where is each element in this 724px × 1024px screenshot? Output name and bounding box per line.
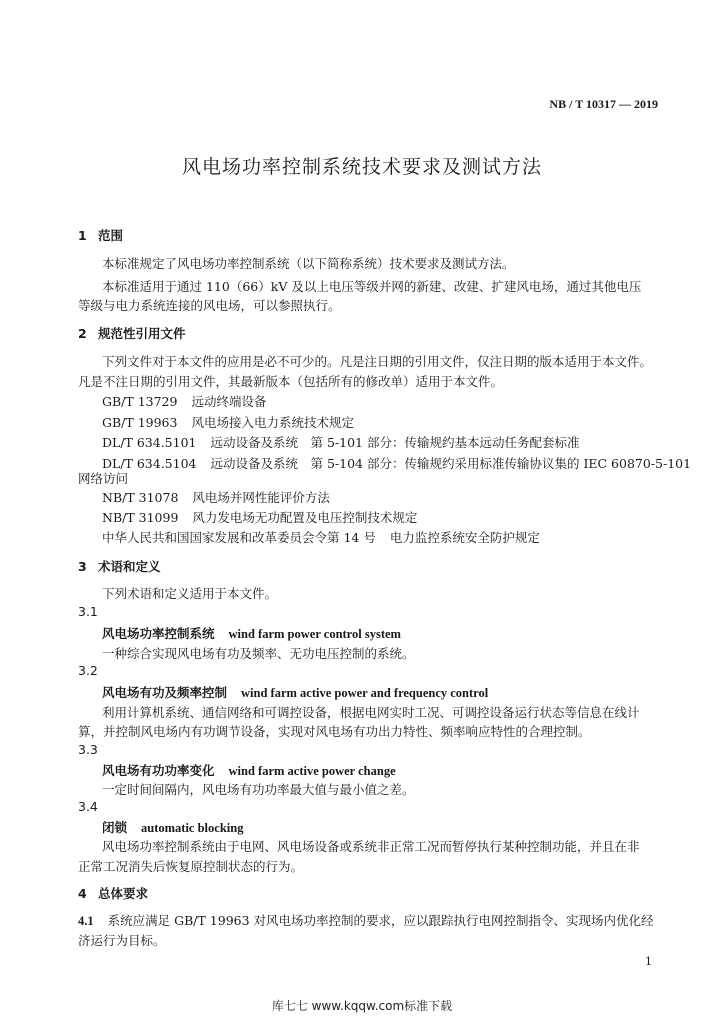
section-2-para-line-2: 凡是不注日期的引用文件，其最新版本（包括所有的修改单）适用于本文件。 [78, 374, 504, 389]
reference-item-continuation: 网络访问 [78, 471, 129, 486]
reference-item: GB/T 13729 远动终端设备 [102, 394, 267, 409]
term-definition: 一定时间间隔内，风电场有功功率最大值与最小值之差。 [102, 782, 415, 797]
page-number: 1 [645, 955, 652, 968]
clause-4-1-line-1: 4.1 系统应满足 GB/T 19963 对风电场功率控制的要求，应以跟踪执行电网控制指令、实现场内优化经 [78, 913, 654, 928]
section-1-para-2-line-2: 等级与电力系统连接的风电场，可以参照执行。 [78, 298, 341, 313]
watermark-footer: 库七七 www.kqqw.com标准下载 [271, 999, 453, 1013]
section-1-para-1: 本标准规定了风电场功率控制系统（以下简称系统）技术要求及测试方法。 [102, 256, 515, 271]
term-definition: 风电场功率控制系统由于电网、风电场设备或系统非正常工况而暂停执行某种控制功能，并且在非 [102, 839, 640, 854]
term-number: 3.4 [78, 799, 98, 814]
term-number: 3.2 [78, 663, 98, 678]
term-heading: 风电场有功及频率控制 wind farm active power and frequency control [102, 685, 489, 700]
term-heading: 风电场有功功率变化 wind farm active power change [102, 763, 396, 778]
section-1-para-2-line-1: 本标准适用于通过 110（66）kV 及以上电压等级并网的新建、改建、扩建风电场，通过其他电压 [102, 279, 642, 294]
reference-item: DL/T 634.5101 远动设备及系统 第 5-101 部分：传输规约基本远动任务配套标准 [102, 435, 580, 450]
section-4-heading: 4 总体要求 [78, 886, 149, 901]
section-1-heading: 1 范围 [78, 228, 124, 243]
clause-4-1-line-2: 济运行为目标。 [78, 933, 166, 948]
term-number: 3.3 [78, 742, 98, 757]
section-2-para-line-1: 下列文件对于本文件的应用是必不可少的。凡是注日期的引用文件，仅注日期的版本适用于本文件。 [102, 354, 653, 369]
term-definition-line-2: 正常工况消失后恢复原控制状态的行为。 [78, 859, 304, 874]
reference-item: NB/T 31099 风力发电场无功配置及电压控制技术规定 [102, 510, 418, 525]
reference-item: DL/T 634.5104 远动设备及系统 第 5-104 部分：传输规约采用标准传输协议集的 IEC 60870-5-101 [102, 456, 692, 471]
term-heading: 闭锁 automatic blocking [102, 820, 244, 835]
term-definition: 利用计算机系统、通信网络和可调控设备，根据电网实时工况、可调控设备运行状态等信息在线计 [102, 705, 640, 720]
section-3-intro: 下列术语和定义适用于本文件。 [102, 586, 278, 601]
document-title: 风电场功率控制系统技术要求及测试方法 [181, 156, 542, 178]
reference-item: 中华人民共和国国家发展和改革委员会令第 14 号 电力监控系统安全防护规定 [102, 530, 540, 545]
standard-code: NB / T 10317 — 2019 [549, 97, 658, 111]
reference-item: GB/T 19963 风电场接入电力系统技术规定 [102, 415, 354, 430]
reference-item: NB/T 31078 风电场并网性能评价方法 [102, 490, 330, 505]
term-definition: 一种综合实现风电场有功及频率、无功电压控制的系统。 [102, 646, 415, 661]
term-heading: 风电场功率控制系统 wind farm power control system [102, 626, 401, 641]
section-3-heading: 3 术语和定义 [78, 559, 161, 574]
section-2-heading: 2 规范性引用文件 [78, 326, 186, 341]
term-definition-line-2: 算，并控制风电场内有功调节设备，实现对风电场有功出力特性、频率响应特性的合理控制。 [78, 724, 591, 739]
term-number: 3.1 [78, 604, 98, 619]
